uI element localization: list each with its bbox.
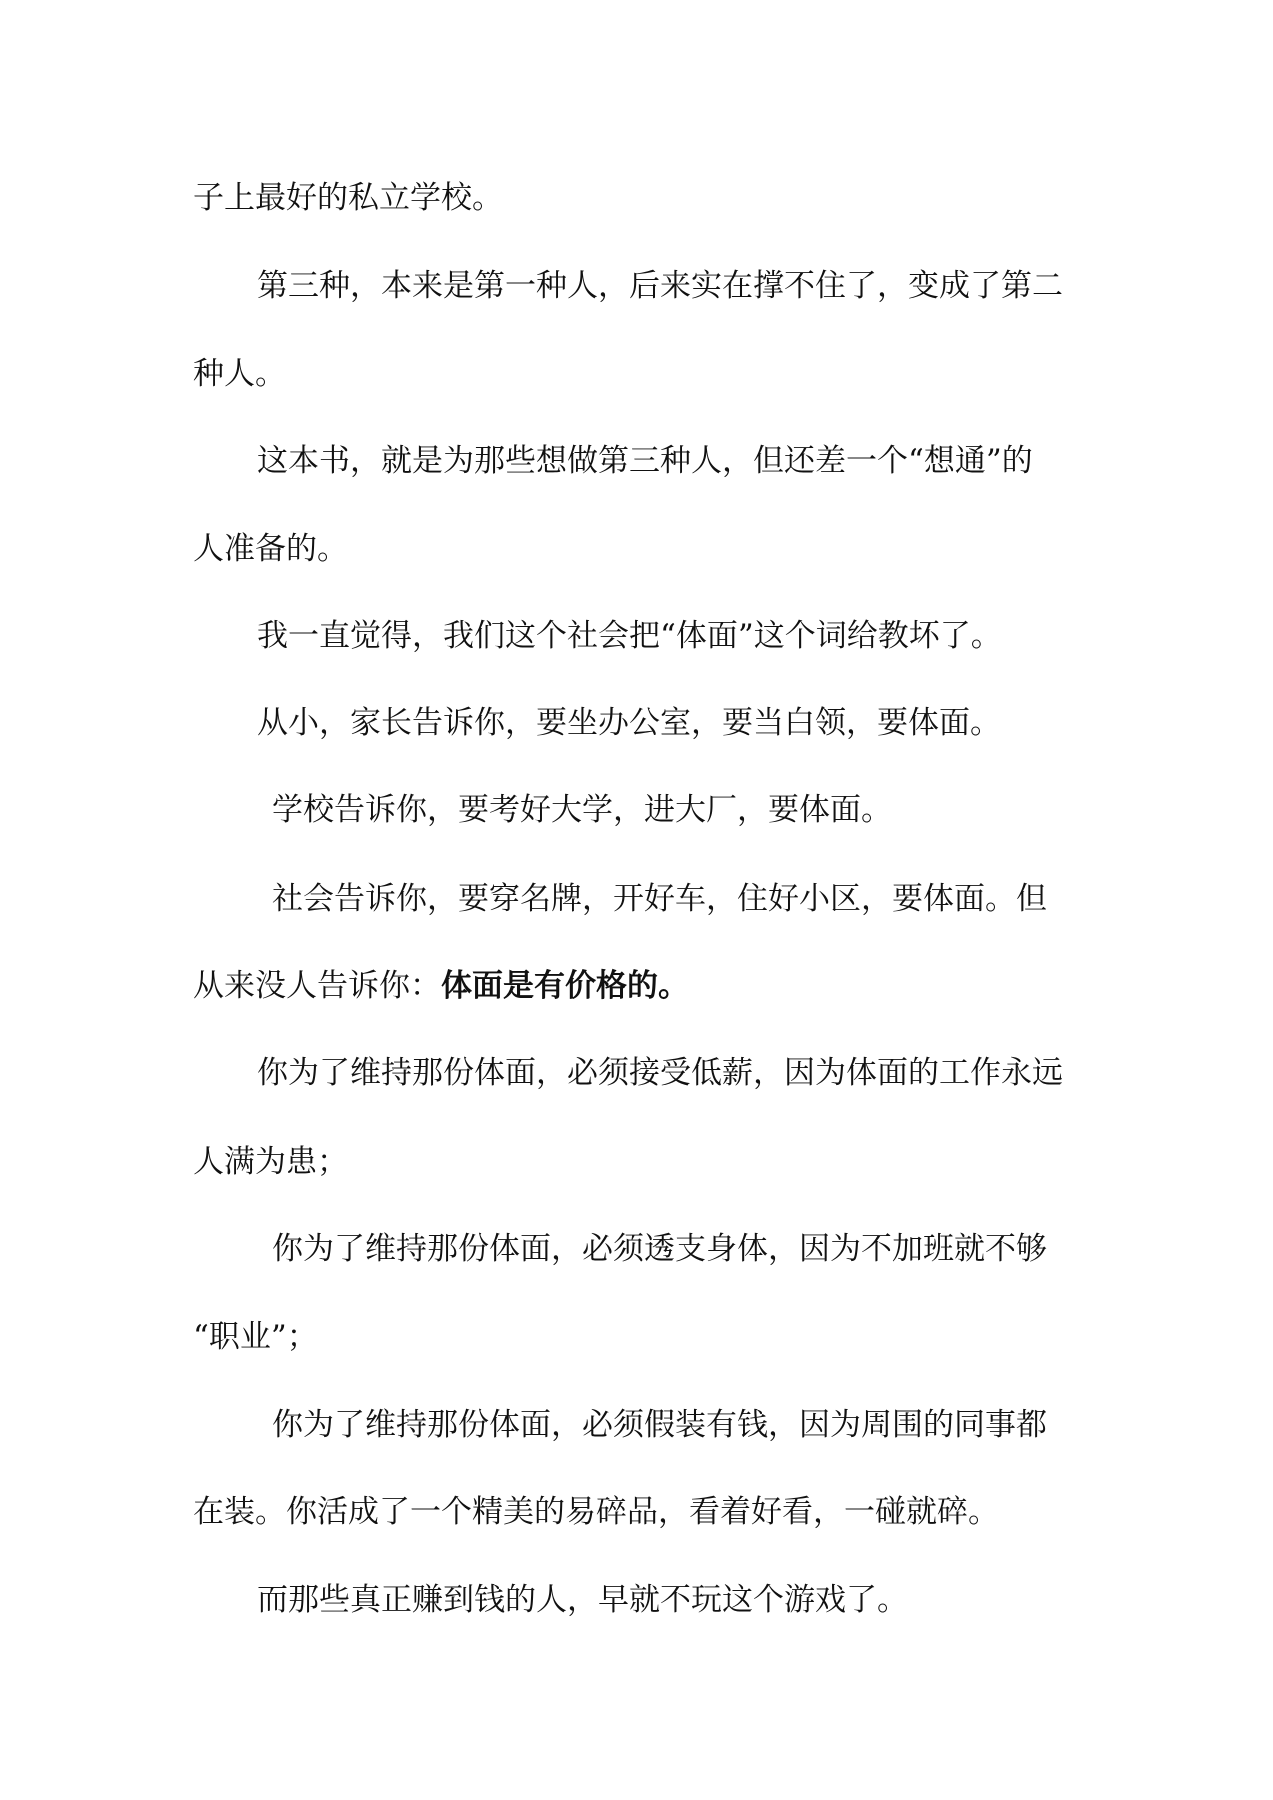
- text-line-1: 子上最好的私立学校。: [193, 180, 503, 216]
- text-line-8: 学校告诉你，要考好大学，进大厂，要体面。: [272, 792, 892, 828]
- text-line-10: [193, 966, 1093, 1006]
- text-line-13: 你为了维持那份体面，必须透支身体，因为不加班就不够: [272, 1231, 1047, 1267]
- text-line-16: 在装。你活成了一个精美的易碎品，看着好看，一碰就碎。: [193, 1494, 999, 1530]
- text-line-17: 而那些真正赚到钱的人，早就不玩这个游戏了。: [257, 1582, 908, 1618]
- text-line-12: 人满为患；: [193, 1144, 348, 1180]
- text-line-3: 种人。: [193, 356, 286, 392]
- text-line-11: 你为了维持那份体面，必须接受低薪，因为体面的工作永远: [257, 1055, 1063, 1091]
- text-line-5: 人准备的。: [193, 531, 348, 567]
- text-line-2: 第三种，本来是第一种人，后来实在撑不住了，变成了第二: [257, 268, 1063, 304]
- text-line-6: 我一直觉得，我们这个社会把“体面”这个词给教坏了。: [257, 618, 1002, 654]
- bold-statement: 体面是有价格的。: [441, 968, 689, 1004]
- text-line-7: 从小，家长告诉你，要坐办公室，要当白领，要体面。: [257, 705, 1001, 741]
- text-line-10-plain: 从来没人告诉你：: [193, 968, 441, 1004]
- text-line-9: 社会告诉你，要穿名牌，开好车，住好小区，要体面。但: [272, 881, 1047, 917]
- text-line-14: “职业”；: [193, 1319, 318, 1355]
- text-line-15: 你为了维持那份体面，必须假装有钱，因为周围的同事都: [272, 1407, 1047, 1443]
- text-line-4: 这本书，就是为那些想做第三种人，但还差一个“想通”的: [257, 443, 1033, 479]
